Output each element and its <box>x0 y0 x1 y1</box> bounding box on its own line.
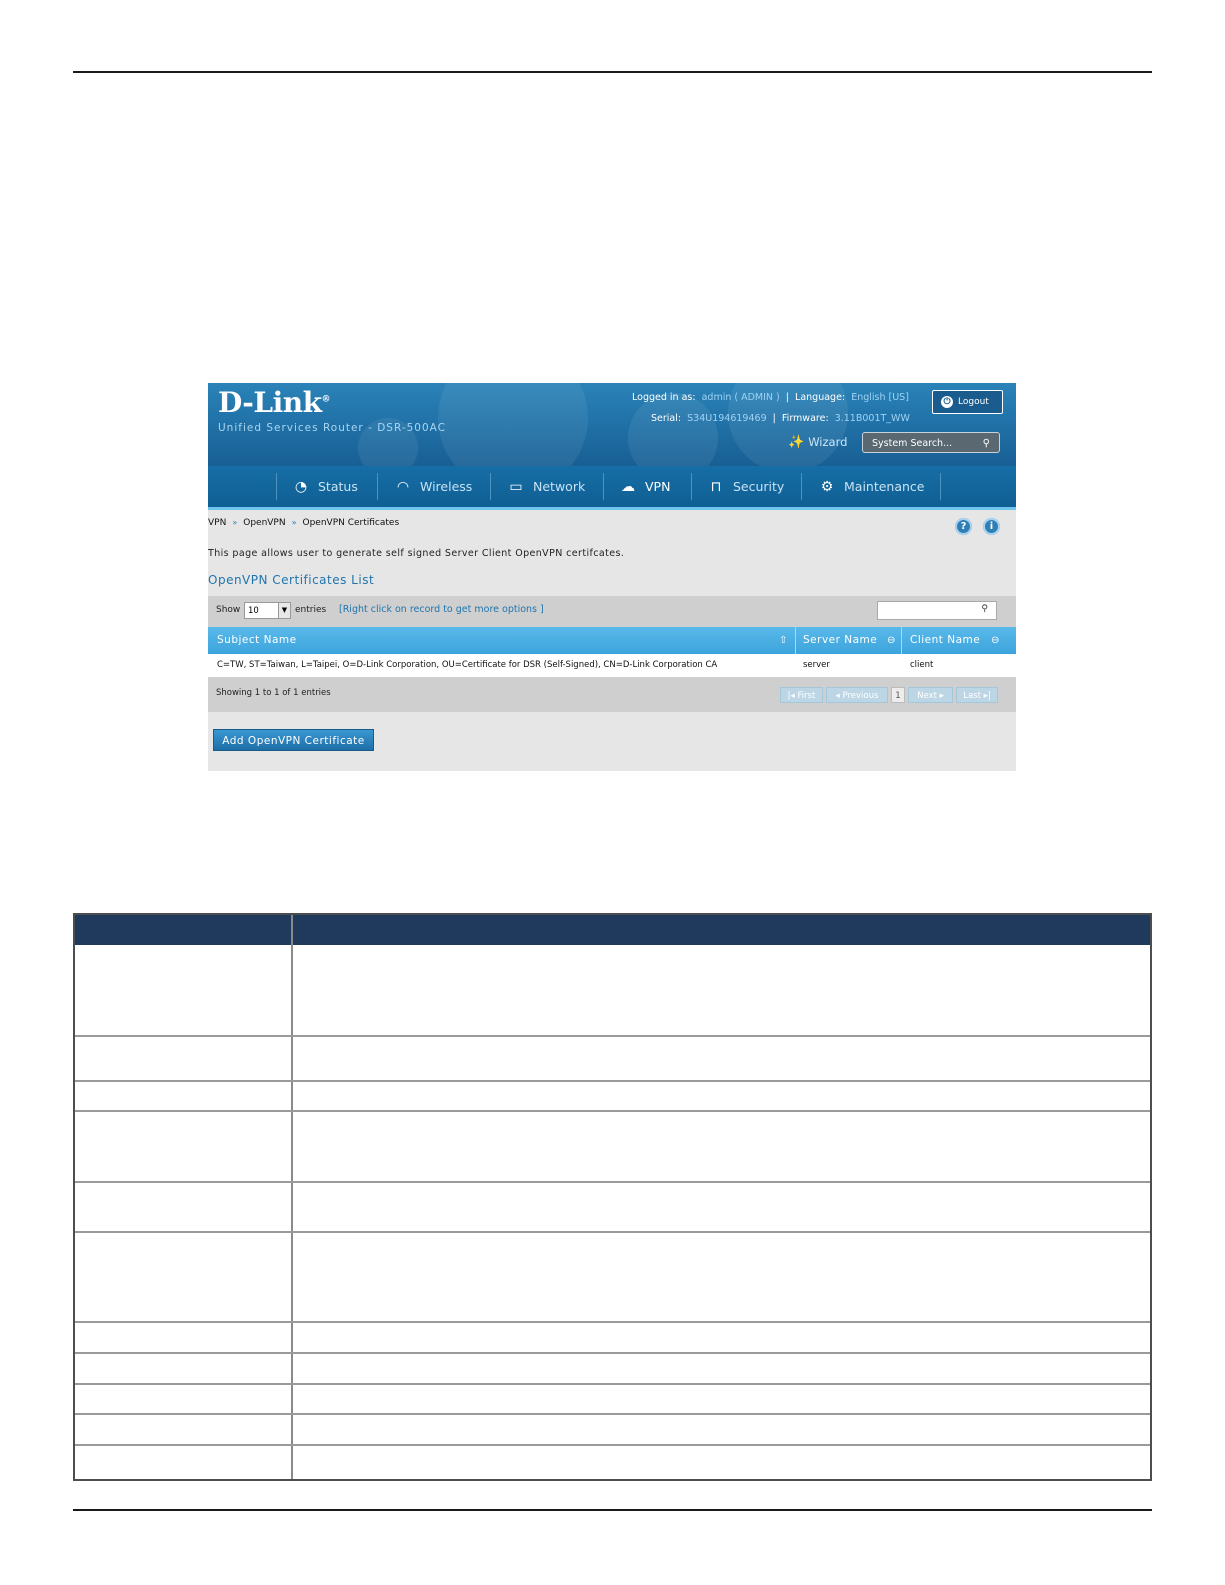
product-name: Unified Services Router - DSR-500AC <box>218 422 446 434</box>
cell-client: client <box>910 660 934 670</box>
breadcrumb-openvpn[interactable]: OpenVPN <box>243 518 286 528</box>
nav-vpn[interactable]: ☁ VPN <box>619 466 670 507</box>
description-table <box>73 913 1152 1481</box>
nav-maintenance[interactable]: ⚙ Maintenance <box>818 466 925 507</box>
col-server-name[interactable]: Server Name <box>803 634 878 646</box>
logout-button[interactable]: ⏻ Logout <box>932 390 1003 414</box>
col-client-name[interactable]: Client Name <box>910 634 981 646</box>
pagination-info: Showing 1 to 1 of 1 entries <box>216 688 331 698</box>
sort-up-icon[interactable]: ⇧ <box>779 635 788 646</box>
info-icon[interactable]: i <box>983 518 1000 535</box>
cell-subject: C=TW, ST=Taiwan, L=Taipei, O=D-Link Corporation, OU=Certificate for DSR (Self-Signed), CN=D-Link Corporation CA <box>217 660 718 670</box>
header-banner <box>208 383 1016 466</box>
current-page[interactable]: 1 <box>891 687 905 703</box>
show-label: Show <box>216 605 241 615</box>
sort-icon[interactable]: ⊖ <box>991 635 1000 646</box>
page-description: This page allows user to generate self signed Server Client OpenVPN certifcates. <box>208 548 625 559</box>
col-subject-name[interactable]: Subject Name <box>217 634 297 646</box>
language-selector[interactable]: English [US] <box>851 392 909 403</box>
entries-label: entries <box>295 605 327 615</box>
table-header <box>208 627 1016 654</box>
search-icon: ⚲ <box>982 438 990 449</box>
breadcrumb: VPN » OpenVPN » OpenVPN Certificates <box>208 518 400 528</box>
table-search-input[interactable] <box>877 601 997 620</box>
table-row[interactable] <box>208 654 1016 677</box>
wifi-icon: ◠ <box>396 479 410 495</box>
chevron-down-icon[interactable]: ▼ <box>278 602 291 619</box>
magic-wand-icon: ✨ <box>788 435 805 450</box>
first-page-button[interactable]: |◂ First <box>780 687 823 703</box>
breadcrumb-current: OpenVPN Certificates <box>302 518 400 528</box>
device-info: Serial: S34U194619469 | Firmware: 3.11B001T_WW <box>651 413 910 424</box>
pagination-bar <box>208 677 1016 712</box>
bottom-rule <box>73 1509 1152 1511</box>
lock-icon: ⊓ <box>710 479 722 495</box>
nav-wireless[interactable]: ◠ Wireless <box>394 466 472 507</box>
right-click-hint: [Right click on record to get more options ] <box>339 604 544 615</box>
table-toolbar <box>208 596 1016 627</box>
last-page-button[interactable]: Last ▸| <box>956 687 998 703</box>
gears-icon: ⚙ <box>820 479 834 495</box>
cell-server: server <box>803 660 830 670</box>
login-info: Logged in as: admin ( ADMIN ) | Language: English [US] <box>632 392 909 403</box>
nav-status[interactable]: ◔ Status <box>292 466 358 507</box>
wizard-link[interactable]: ✨ Wizard <box>788 435 848 450</box>
breadcrumb-vpn[interactable]: VPN <box>208 518 227 528</box>
system-search-input[interactable]: System Search... ⚲ <box>862 432 1000 453</box>
main-nav <box>208 466 1016 510</box>
power-icon: ⏻ <box>941 396 953 408</box>
page-size-select[interactable]: 10 <box>244 602 290 619</box>
previous-page-button[interactable]: ◂ Previous <box>826 687 888 703</box>
add-openvpn-certificate-button[interactable]: Add OpenVPN Certificate <box>213 729 374 751</box>
cloud-lock-icon: ☁ <box>621 479 635 495</box>
logged-in-user[interactable]: admin ( ADMIN ) <box>701 392 780 403</box>
help-icon[interactable]: ? <box>955 518 972 535</box>
router-screenshot <box>208 383 1016 771</box>
list-title: OpenVPN Certificates List <box>208 573 375 587</box>
nav-security[interactable]: ⊓ Security <box>707 466 784 507</box>
monitor-icon: ▭ <box>509 479 523 495</box>
search-icon: ⚲ <box>981 604 988 614</box>
top-rule <box>73 71 1152 73</box>
dlink-logo: D-Link® <box>218 386 331 419</box>
column-divider <box>291 915 293 1479</box>
sort-icon[interactable]: ⊖ <box>887 635 896 646</box>
next-page-button[interactable]: Next ▸ <box>908 687 953 703</box>
nav-network[interactable]: ▭ Network <box>507 466 585 507</box>
description-table-header <box>75 915 1150 945</box>
speedometer-icon: ◔ <box>294 479 308 495</box>
